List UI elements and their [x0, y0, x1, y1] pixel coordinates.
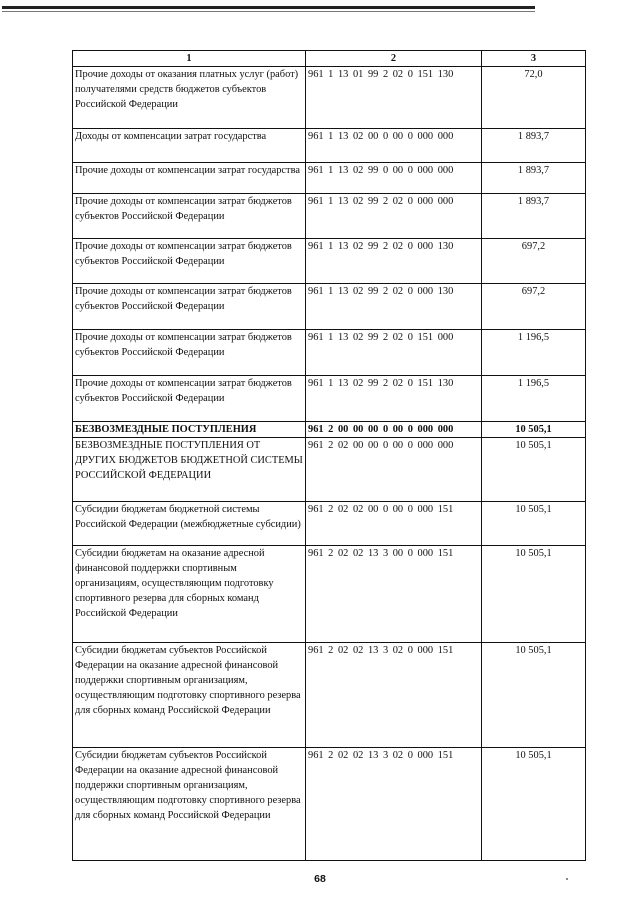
table-row-total: [73, 422, 586, 438]
revenue-name: Прочие доходы от компенсации затрат бюджетов субъектов Российской Федерации: [73, 194, 306, 239]
revenue-name: Прочие доходы от компенсации затрат государства: [73, 163, 306, 194]
budget-code: 961 1 13 02 99 2 02 0 000 130: [306, 239, 482, 284]
column-header-2: 2: [306, 51, 482, 67]
page-number: 68: [314, 873, 326, 885]
budget-code: 961 2 02 02 13 3 00 0 000 151: [306, 546, 482, 643]
amount: 10 505,1: [482, 546, 586, 643]
revenue-name: Прочие доходы от компенсации затрат бюджетов субъектов Российской Федерации: [73, 284, 306, 330]
budget-code: 961 1 13 02 99 2 02 0 151 130: [306, 376, 482, 422]
table-row: [73, 239, 586, 284]
revenue-name: Субсидии бюджетам бюджетной системы Российской Федерации (межбюджетные субсидии): [73, 502, 306, 546]
amount: 1 893,7: [482, 194, 586, 239]
budget-code: 961 1 13 02 00 0 00 0 000 000: [306, 129, 482, 163]
amount: 10 505,1: [482, 643, 586, 748]
table-row: [73, 67, 586, 129]
table-row: [73, 748, 586, 861]
table-row: [73, 546, 586, 643]
budget-code: 961 2 02 02 13 3 02 0 000 151: [306, 643, 482, 748]
table-row: [73, 129, 586, 163]
amount: 1 196,5: [482, 376, 586, 422]
amount: 1 893,7: [482, 163, 586, 194]
revenue-name: Субсидии бюджетам субъектов Российской Федерации на оказание адресной финансовой поддержки спортивным организациям, осуществляющим подготовку спортивного резерва для сборных команд Российской Федерации: [73, 643, 306, 748]
table-row: [73, 438, 586, 502]
revenue-name: Доходы от компенсации затрат государства: [73, 129, 306, 163]
table-row: [73, 376, 586, 422]
budget-code: 961 2 02 02 00 0 00 0 000 151: [306, 502, 482, 546]
table-row: [73, 643, 586, 748]
budget-code: 961 1 13 02 99 0 00 0 000 000: [306, 163, 482, 194]
amount: 10 505,1: [482, 748, 586, 861]
amount: 697,2: [482, 239, 586, 284]
revenue-name: Прочие доходы от оказания платных услуг (работ) получателями средств бюджетов субъектов Российской Федерации: [73, 67, 306, 129]
budget-code: 961 1 13 01 99 2 02 0 151 130: [306, 67, 482, 129]
amount: 10 505,1: [482, 502, 586, 546]
amount: 1 196,5: [482, 330, 586, 376]
top-rule-thin: [2, 11, 535, 12]
amount: 10 505,1: [482, 438, 586, 502]
budget-code: 961 2 00 00 00 0 00 0 000 000: [306, 422, 482, 438]
scan-speck: [566, 878, 568, 880]
budget-code: 961 2 02 02 13 3 02 0 000 151: [306, 748, 482, 861]
table-row: [73, 163, 586, 194]
table-row: [73, 330, 586, 376]
budget-code: 961 1 13 02 99 2 02 0 000 130: [306, 284, 482, 330]
budget-revenue-table: [72, 50, 586, 861]
table-header-row: [73, 51, 586, 67]
column-header-3: 3: [482, 51, 586, 67]
table-row: [73, 502, 586, 546]
revenue-name: Прочие доходы от компенсации затрат бюджетов субъектов Российской Федерации: [73, 330, 306, 376]
budget-code: 961 2 02 00 00 0 00 0 000 000: [306, 438, 482, 502]
amount: 72,0: [482, 67, 586, 129]
budget-code: 961 1 13 02 99 2 02 0 000 000: [306, 194, 482, 239]
table-row: [73, 284, 586, 330]
budget-code: 961 1 13 02 99 2 02 0 151 000: [306, 330, 482, 376]
amount: 10 505,1: [482, 422, 586, 438]
top-rule: [2, 6, 535, 9]
revenue-name: БЕЗВОЗМЕЗДНЫЕ ПОСТУПЛЕНИЯ ОТ ДРУГИХ БЮДЖЕТОВ БЮДЖЕТНОЙ СИСТЕМЫ РОССИЙСКОЙ ФЕДЕРАЦИИ: [73, 438, 306, 502]
amount: 697,2: [482, 284, 586, 330]
revenue-name: Прочие доходы от компенсации затрат бюджетов субъектов Российской Федерации: [73, 239, 306, 284]
table-row: [73, 194, 586, 239]
revenue-name: Субсидии бюджетам субъектов Российской Федерации на оказание адресной финансовой поддержки спортивным организациям, осуществляющим подготовку спортивного резерва для сборных команд Российской Федерации: [73, 748, 306, 861]
column-header-1: 1: [73, 51, 306, 67]
amount: 1 893,7: [482, 129, 586, 163]
revenue-name: БЕЗВОЗМЕЗДНЫЕ ПОСТУПЛЕНИЯ: [73, 422, 306, 438]
revenue-name: Субсидии бюджетам на оказание адресной финансовой поддержки спортивным организациям, осуществляющим подготовку спортивного резерва для сборных команд Российской Федерации: [73, 546, 306, 643]
revenue-name: Прочие доходы от компенсации затрат бюджетов субъектов Российской Федерации: [73, 376, 306, 422]
